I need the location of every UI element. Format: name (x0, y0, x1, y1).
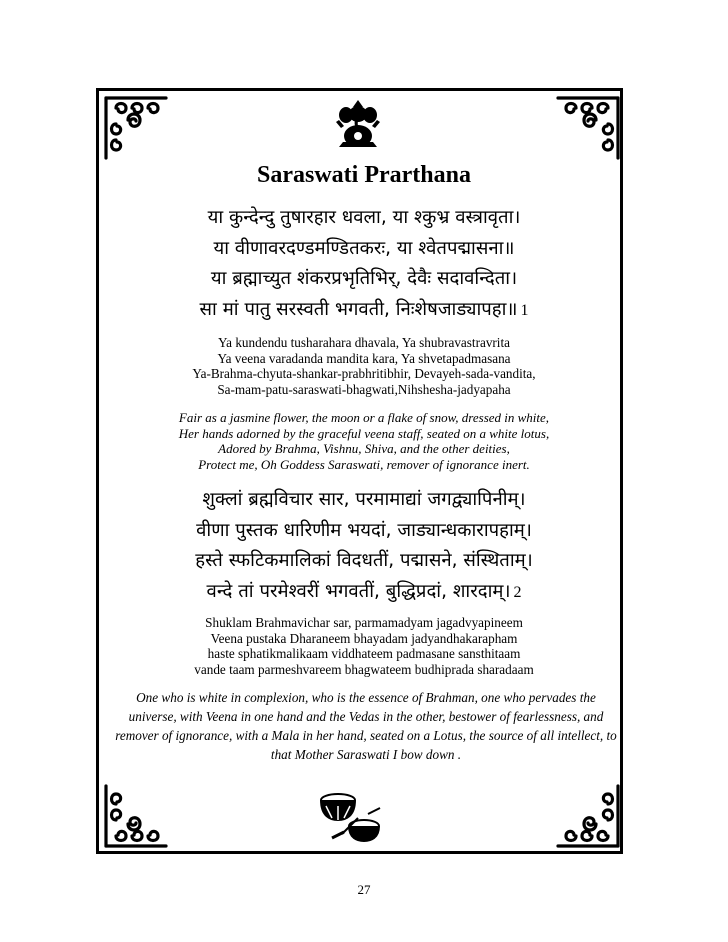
verse1-sanskrit-line: सा मां पातु सरस्वती भगवती, निःशेषजाड्यापहा॥ 1 (199, 298, 529, 320)
verse2-sanskrit-line: शुक्लां ब्रह्मविचार सार, परमामाद्यां जगद्व्यापिनीम्। (202, 489, 526, 510)
page-number: 27 (357, 882, 371, 897)
transliteration-line: Shuklam Brahmavichar sar, parmamadyam jagadvyapineem (205, 615, 523, 630)
transliteration-line: Sa-mam-patu-saraswati-bhagwati,Nihshesha-jadyapaha (217, 381, 511, 397)
corner-swirl-bottom-right-icon (552, 780, 622, 850)
verse2-transliteration (110, 615, 618, 677)
verse-number: 1 (520, 301, 529, 319)
english-line: Fair as a jasmine flower, the moon or a flake of snow, dressed in white, (178, 410, 550, 425)
verse2-sanskrit (110, 485, 618, 608)
verse2-sanskrit-line: वीणा पुस्तक धारिणीम भयदां, जाड्यान्धकारापहाम्। (196, 519, 532, 541)
transliteration-line: Ya kundendu tusharahara dhavala, Ya shubravastravrita (217, 335, 510, 350)
verse1-sanskrit-line: या ब्रह्माच्युत शंकरप्रभृतिभिर्, देवैः सदावन्दिता। (210, 268, 518, 289)
verse2-english: One who is white in complexion, who is the essence of Brahman, one who pervades the universe, with Veena in one hand and the Vedas in the other, bestower of fearlessness, and remover of ignorance, with a Mala in her hand, seated on a Lotus, the source of all intellect, to that Mother Saraswati I bow down . (115, 690, 617, 762)
corner-swirl-bottom-left-icon (102, 780, 172, 850)
english-line: Adored by Brahma, Vishnu, Shiva, and the other deities, (218, 441, 510, 457)
verse1-sanskrit-line: या वीणावरदण्डमण्डितकरः, या श्वेतपद्मासना॥ (213, 237, 515, 259)
transliteration-line: vande taam parmeshvareem bhagwateem budhiprada sharadaam (194, 661, 534, 677)
corner-swirl-top-left-icon (102, 94, 172, 164)
verse1-transliteration (110, 335, 618, 397)
verse1-sanskrit (110, 203, 618, 326)
english-line: Her hands adorned by the graceful veena staff, seated on a white lotus, (178, 425, 550, 441)
english-line: Protect me, Oh Goddess Saraswati, remover of ignorance inert. (198, 456, 530, 472)
transliteration-line: Ya-Brahma-chyuta-shankar-prabhritibhir, Devayeh-sada-vandita, (192, 366, 536, 381)
verse2-sanskrit-line: वन्दे तां परमेश्वरीं भगवतीं, बुद्धिप्रदां, शारदाम्। 2 (206, 580, 522, 602)
verse1-english (110, 410, 618, 472)
tabla-drum-icon (318, 790, 386, 842)
transliteration-line: Ya veena varadanda mandita kara, Ya shvetapadmasana (217, 350, 511, 366)
ganesha-icon (333, 98, 383, 150)
verse-number: 2 (513, 583, 522, 601)
corner-swirl-top-right-icon (552, 94, 622, 164)
transliteration-line: haste sphatikmalikaam viddhateem padmasane sansthitaam (207, 646, 521, 661)
transliteration-line: Veena pustaka Dharaneem bhayadam jadyandhakarapham (210, 630, 518, 646)
verse2-sanskrit-line: हस्ते स्फटिकमालिकां विदधतीं, पद्मासने, संस्थिताम्। (195, 550, 533, 571)
verse1-sanskrit-line: या कुन्देन्दु तुषारहार धवला, या श्कुभ्र वस्त्रावृता। (207, 207, 521, 228)
page-title: Saraswati Prarthana (257, 162, 471, 188)
